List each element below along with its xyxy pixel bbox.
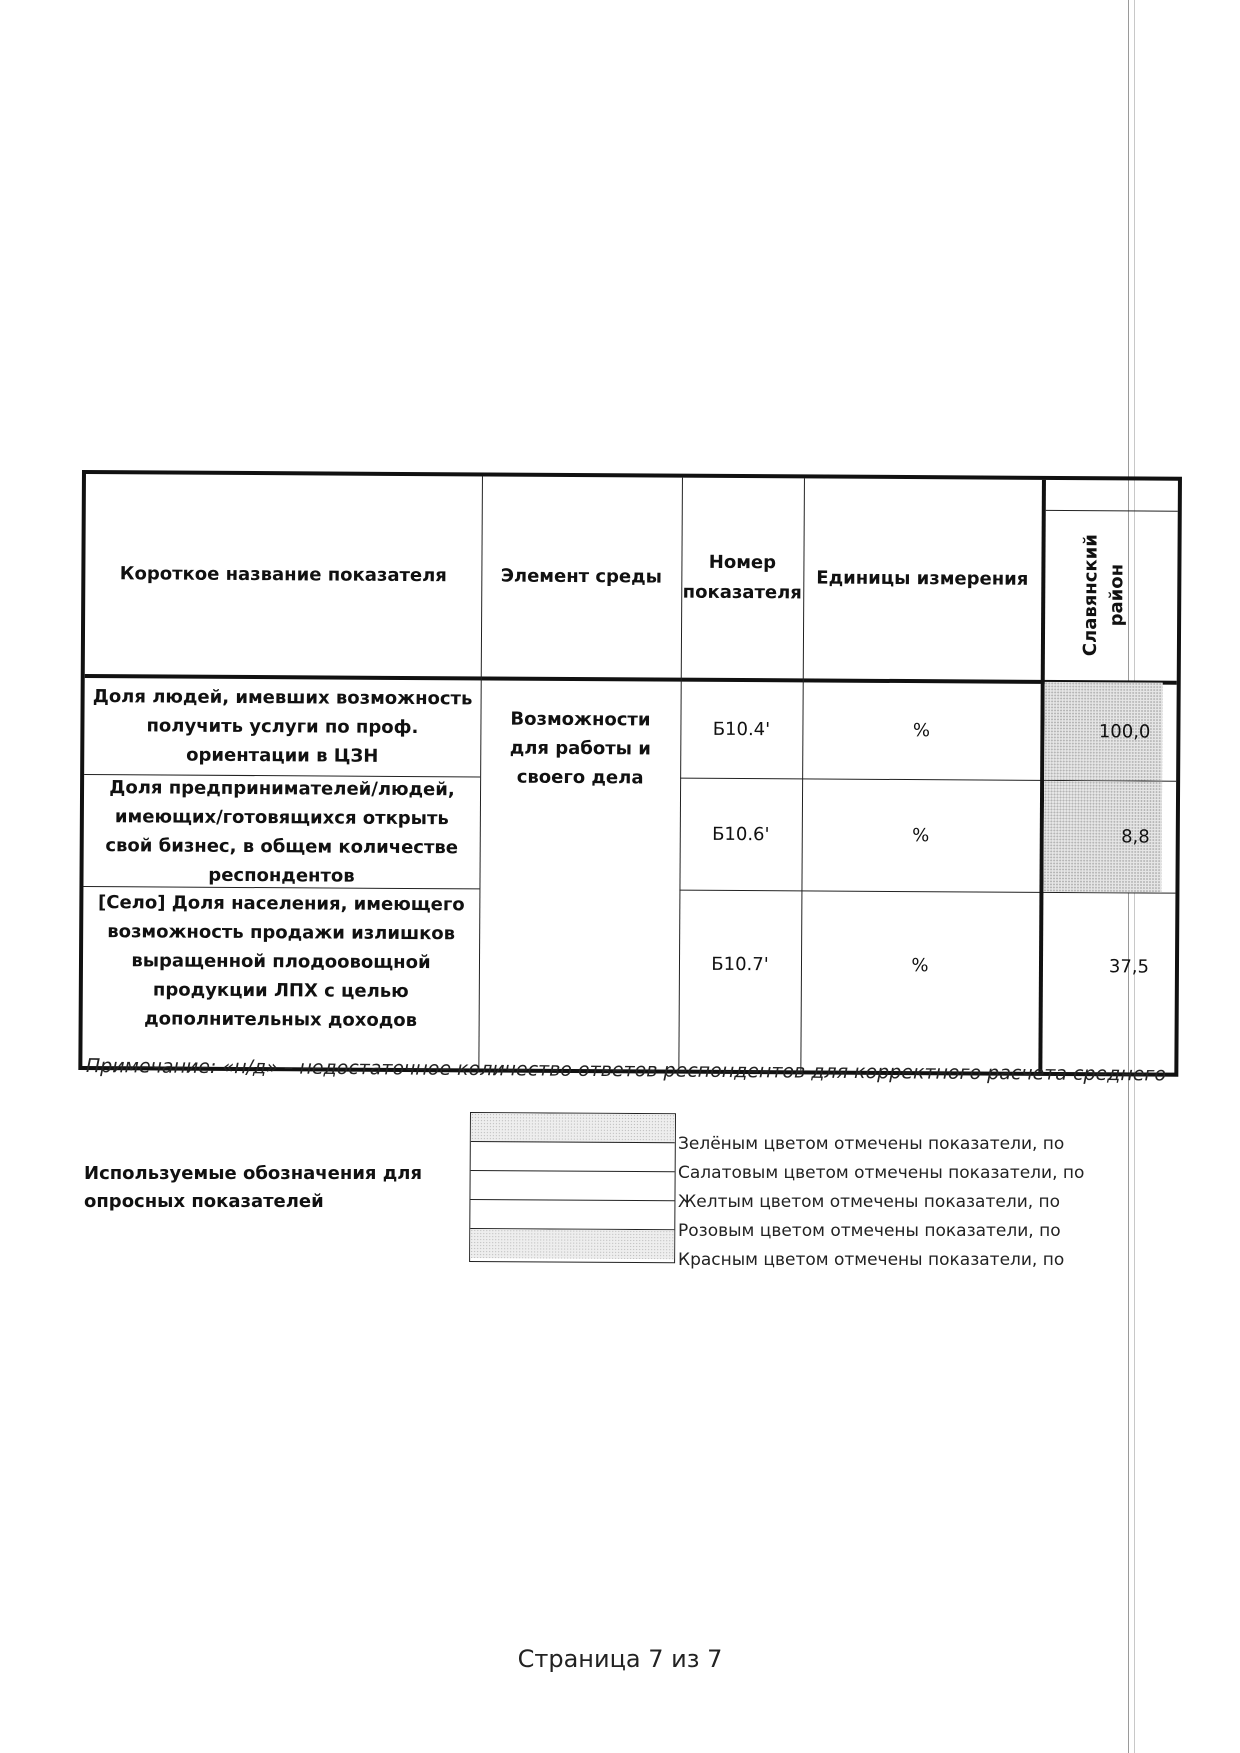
row-name: Доля людей, имевших возможность получить услуги по проф. ориентации в ЦЗН <box>92 685 473 767</box>
row-value: 8,8 <box>1121 826 1150 848</box>
header-units: Единицы измерения <box>816 567 1029 590</box>
row-name: [Село] Доля населения, имеющего возможность продажи излишков выращенной плодоовощной продукции ЛПХ с целью дополнительных доходов <box>97 891 465 1031</box>
legend-title: Используемые обозначения для опросных показателей <box>84 1163 423 1212</box>
header-element: Элемент среды <box>500 565 663 588</box>
legend-swatch-yellow <box>470 1171 674 1201</box>
legend-item-yellow: Желтым цветом отмечены показатели, по <box>678 1192 1061 1212</box>
legend-item-green: Зелёным цветом отмечены показатели, по <box>678 1134 1065 1154</box>
header-number: Номер показателя <box>682 551 802 604</box>
row-units: % <box>911 954 929 976</box>
row-units: % <box>912 719 931 741</box>
row-units: % <box>912 825 930 847</box>
header-region: Славянский район <box>1079 534 1128 657</box>
row-number: Б10.7' <box>711 953 769 975</box>
header-name: Короткое название показателя <box>119 563 447 587</box>
row-value: 100,0 <box>1098 720 1151 743</box>
legend-item-red: Красным цветом отмечены показатели, по <box>678 1250 1065 1270</box>
row-number: Б10.6' <box>712 823 770 846</box>
legend-swatch-red <box>470 1229 674 1259</box>
legend-swatches <box>469 1112 676 1263</box>
environment-element-cell: Возможности для работы и своего дела <box>509 708 651 789</box>
legend-swatch-lightgreen <box>471 1142 675 1172</box>
legend-swatch-green <box>471 1113 675 1143</box>
page-number: Страница 7 из 7 <box>517 1645 723 1673</box>
legend-swatch-pink <box>470 1200 674 1230</box>
legend-item-lightgreen: Салатовым цветом отмечены показатели, по <box>678 1163 1085 1183</box>
table-note: Примечание: «н/д» – недостаточное количество ответов респондентов для корректного расчета среднего <box>85 1055 1167 1086</box>
indicators-table <box>78 470 1182 1077</box>
row-number: Б10.4' <box>712 718 771 740</box>
row-name: Доля предпринимателей/людей, имеющих/готовящихся открыть свой бизнес, в общем количестве респондентов <box>105 776 459 887</box>
legend-item-pink: Розовым цветом отмечены показатели, по <box>678 1221 1061 1241</box>
row-value: 37,5 <box>1108 955 1150 978</box>
